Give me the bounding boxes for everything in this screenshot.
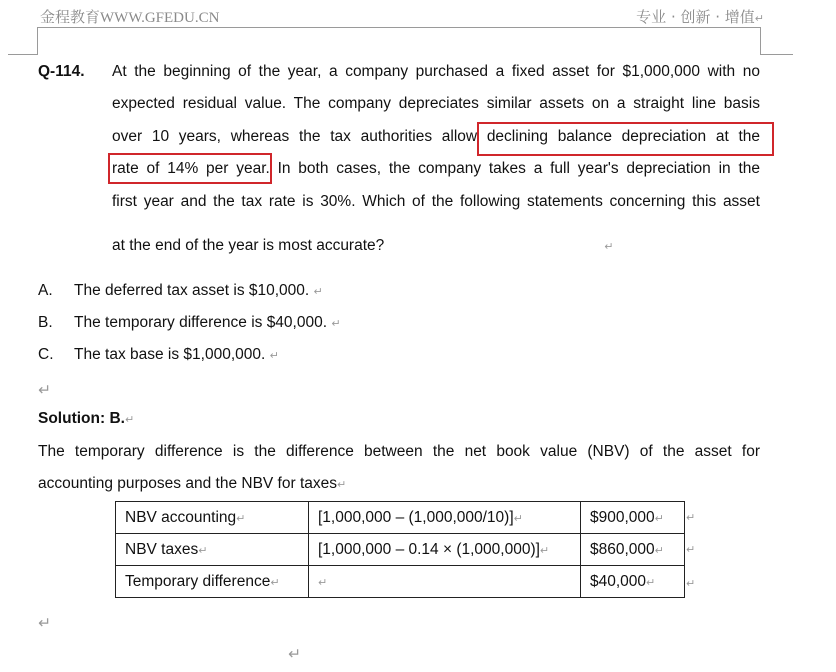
paragraph-mark-icon: ↵ (513, 512, 523, 525)
option-text (74, 282, 323, 300)
solution-line-text: accounting purposes and the NBV for taxes (38, 475, 337, 492)
question-line: over 10 years, whereas the tax authorities allow declining balance depreciation at the (112, 128, 760, 145)
question-line: first year and the tax rate is 30%. Which of the following statements concerning this asset (112, 193, 760, 210)
paragraph-mark-icon: ↵ (654, 512, 664, 525)
paragraph-mark-icon: ↵ (313, 286, 323, 298)
paragraph-mark-icon: ↵ (686, 512, 696, 524)
table-cell-value (581, 502, 685, 534)
paragraph-mark-icon: ↵ (337, 479, 347, 491)
table-row (116, 534, 685, 566)
paragraph-mark-icon: ↵ (331, 318, 341, 330)
table-cell-value (581, 566, 685, 598)
table-row (116, 502, 685, 534)
option-text-value: The deferred tax asset is $10,000. (74, 282, 310, 299)
solution-line (38, 475, 760, 493)
table-cell-formula (309, 534, 581, 566)
option-text-value: The tax base is $1,000,000. (74, 346, 266, 363)
option-letter: A. (38, 282, 53, 299)
header-right-slogan (636, 6, 764, 27)
left-margin-corner (8, 27, 38, 55)
option-letter: B. (38, 314, 53, 331)
option-letter: C. (38, 346, 54, 363)
paragraph-mark-icon: ↵ (318, 576, 328, 589)
paragraph-mark-icon: ↵ (754, 12, 764, 25)
option-text (74, 314, 341, 332)
table-row (116, 566, 685, 598)
table-cell-formula (309, 502, 581, 534)
paragraph-mark-icon: ↵ (270, 576, 280, 589)
cell-text: Temporary difference (125, 572, 271, 590)
paragraph-mark-icon: ↵ (236, 512, 246, 525)
solution-heading-text: Solution: B. (38, 410, 125, 427)
paragraph-mark-icon: ↵ (604, 241, 614, 253)
table-cell-label (116, 566, 309, 598)
question-line: expected residual value. The company depreciates similar assets on a straight line basis (112, 95, 760, 112)
cell-text: $900,000 (590, 508, 655, 526)
highlight-box (108, 153, 272, 184)
option-text (74, 346, 279, 364)
question-line (112, 237, 760, 255)
header-left-title: 金程教育WWW.GFEDU.CN (40, 10, 220, 26)
paragraph-mark-icon: ↵ (198, 544, 208, 557)
solution-table (115, 501, 685, 598)
cell-text: [1,000,000 – 0.14 × (1,000,000)] (318, 540, 540, 558)
table-cell-label (116, 534, 309, 566)
header-rule (37, 27, 760, 28)
question-line-text: at the end of the year is most accurate? (112, 237, 385, 254)
cell-text: [1,000,000 – (1,000,000/10)] (318, 508, 514, 526)
solution-heading (38, 410, 134, 428)
table-cell-formula (309, 566, 581, 598)
paragraph-mark-icon: ↵ (539, 544, 550, 557)
solution-line: The temporary difference is the difference between the net book value (NBV) of the asset for (38, 443, 760, 460)
paragraph-mark-icon: ↵ (654, 544, 664, 557)
option-text-value: The temporary difference is $40,000. (74, 314, 328, 331)
paragraph-mark-icon: ↵ (38, 382, 51, 399)
paragraph-mark-icon: ↵ (288, 646, 301, 663)
question-number: Q-114. (38, 63, 85, 80)
table-cell-label (116, 502, 309, 534)
question-line: At the beginning of the year, a company purchased a fixed asset for $1,000,000 with no (112, 63, 760, 80)
paragraph-mark-icon: ↵ (124, 414, 135, 426)
paragraph-mark-icon: ↵ (686, 578, 696, 590)
cell-text: NBV taxes (125, 540, 199, 558)
cell-text: $40,000 (590, 572, 647, 590)
paragraph-mark-icon: ↵ (686, 544, 696, 556)
paragraph-mark-icon: ↵ (646, 576, 656, 589)
question-line: rate of 14% per year. In both cases, the company takes a full year's depreciation in the (112, 160, 760, 177)
paragraph-mark-icon: ↵ (38, 615, 51, 632)
cell-text: NBV accounting (125, 508, 237, 526)
paragraph-mark-icon: ↵ (269, 350, 279, 362)
highlight-box (477, 122, 774, 156)
cell-text: $860,000 (590, 540, 655, 558)
right-margin-corner (760, 27, 793, 55)
table-cell-value (581, 534, 685, 566)
header-slogan-text: 专业 · 创新 · 增值 (636, 8, 755, 26)
